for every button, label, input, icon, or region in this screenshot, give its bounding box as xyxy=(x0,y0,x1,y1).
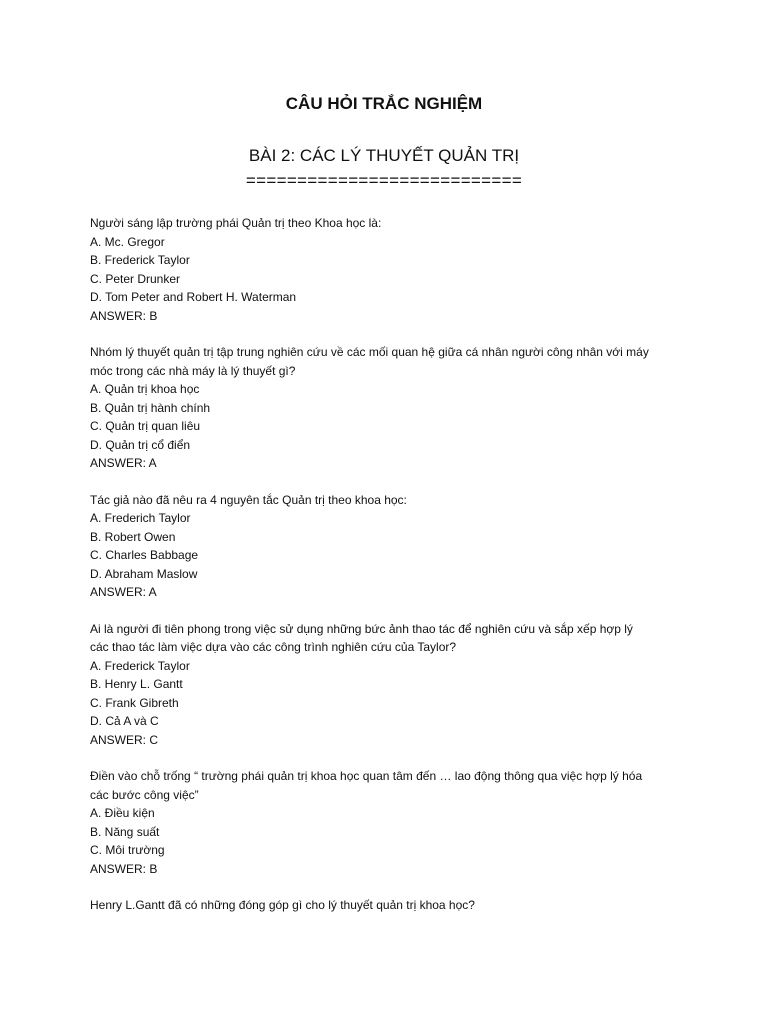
answer-option: B. Frederick Taylor xyxy=(90,253,190,267)
question-list xyxy=(90,214,690,933)
answer-option: A. Điều kiện xyxy=(90,806,155,820)
question-block xyxy=(90,491,690,602)
answer-option: A. Quản trị khoa học xyxy=(90,382,200,396)
question-block xyxy=(90,214,690,325)
answer-option: D. Tom Peter and Robert H. Waterman xyxy=(90,290,297,304)
answer-option: B. Năng suất xyxy=(90,824,160,839)
answer-key: ANSWER: A xyxy=(90,585,157,599)
answer-option: D. Abraham Maslow xyxy=(90,566,198,581)
answer-option: A. Frederick Taylor xyxy=(90,658,190,673)
question-text: Người sáng lập trường phái Quản trị theo Khoa học là: xyxy=(90,216,382,230)
answer-option: A. Mc. Gregor xyxy=(90,234,165,249)
question-text: Henry L.Gantt đã có những đóng góp gì cho lý thuyết quản trị khoa học? xyxy=(90,898,475,912)
answer-option: B. Henry L. Gantt xyxy=(90,677,183,691)
question-text: Điền vào chỗ trống “ trường phái quản trị khoa học quan tâm đến … lao động thông qua việc hợp lý hóa xyxy=(90,769,643,783)
answer-option: C. Frank Gibreth xyxy=(90,695,179,710)
answer-key: ANSWER: C xyxy=(90,732,159,747)
answer-key: ANSWER: B xyxy=(90,308,158,323)
answer-option: C. Peter Drunker xyxy=(90,271,181,286)
question-text: các bước công việc” xyxy=(90,787,199,802)
question-text: các thao tác làm việc dựa vào các công trình nghiên cứu của Taylor? xyxy=(90,640,457,654)
answer-option: D. Quản trị cổ điển xyxy=(90,437,191,452)
answer-option: D. Cả A và C xyxy=(90,714,159,728)
answer-option: B. Robert Owen xyxy=(90,529,176,544)
question-block xyxy=(90,620,690,750)
question-text: Tác giả nào đã nêu ra 4 nguyên tắc Quản trị theo khoa học: xyxy=(90,492,407,507)
document-subtitle: BÀI 2: CÁC LÝ THUYẾT QUẢN TRỊ xyxy=(248,146,520,165)
answer-key: ANSWER: B xyxy=(90,861,158,876)
answer-option: C. Charles Babbage xyxy=(90,548,199,562)
title-separator: =========================== xyxy=(245,171,523,190)
question-text: Ai là người đi tiên phong trong việc sử dụng những bức ảnh thao tác để nghiên cứu và sắp xếp hợp lý xyxy=(90,621,633,636)
answer-option: A. Frederich Taylor xyxy=(90,511,191,525)
question-text: Nhóm lý thuyết quản trị tập trung nghiên cứu về các mối quan hệ giữa cá nhân người công nhân với máy xyxy=(90,345,649,359)
answer-option: B. Quản trị hành chính xyxy=(90,400,211,415)
document-title: CÂU HỎI TRẮC NGHIỆM xyxy=(285,94,483,113)
question-text: móc trong các nhà máy là lý thuyết gì? xyxy=(90,363,296,378)
answer-key: ANSWER: A xyxy=(90,456,157,470)
question-block xyxy=(90,343,690,473)
question-block xyxy=(90,767,690,878)
question-block xyxy=(90,896,690,915)
answer-option: C. Môi trường xyxy=(90,843,165,857)
answer-option: C. Quản trị quan liêu xyxy=(90,419,201,433)
